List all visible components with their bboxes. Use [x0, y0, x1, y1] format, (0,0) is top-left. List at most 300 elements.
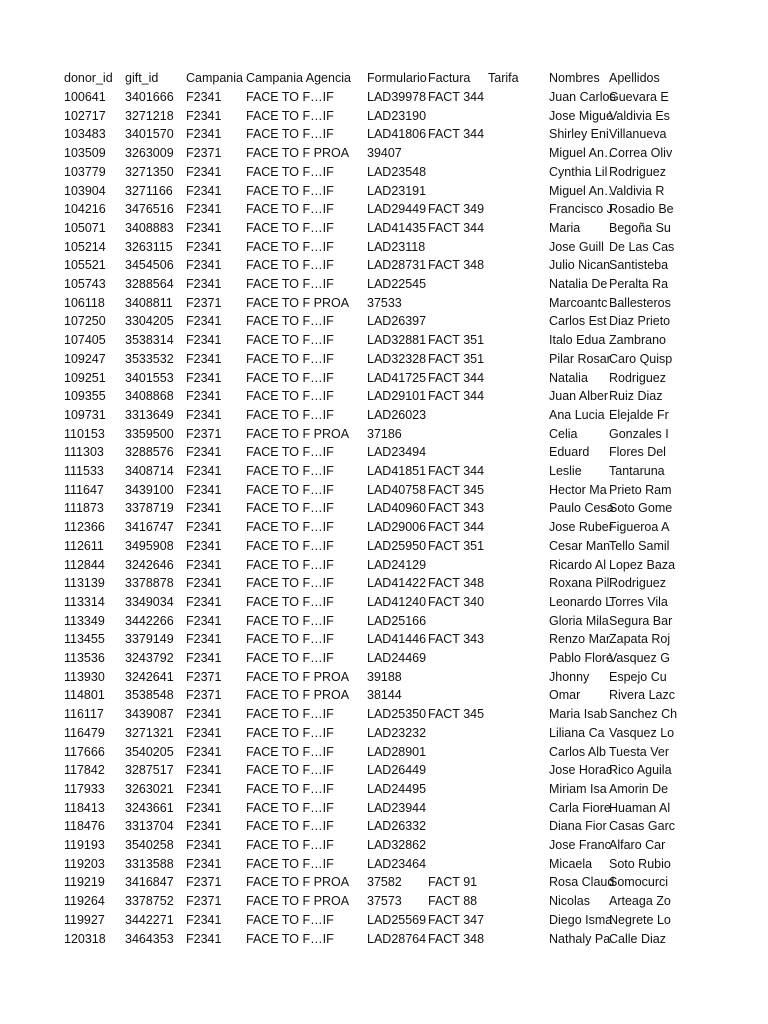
- cell-tarifa: [488, 406, 547, 425]
- cell-tarifa: [488, 163, 547, 182]
- cell-tarifa: [488, 724, 547, 743]
- cell-campania: F2341: [186, 239, 222, 254]
- cell-formulario: LAD32328: [367, 351, 427, 366]
- cell-campania-agencia: FACE TO F…IF: [246, 557, 334, 572]
- cell-formulario: LAD23494: [367, 445, 427, 460]
- cell-formulario: LAD41435: [367, 220, 427, 235]
- cell-campania-agencia: FACE TO F…IF: [246, 351, 334, 366]
- cell-donor-id: 113455: [64, 632, 105, 647]
- cell-nombres: Shirley Eni: [549, 127, 609, 142]
- cell-factura: [428, 275, 487, 294]
- cell-tarifa: [488, 238, 547, 257]
- cell-campania: F2341: [186, 183, 222, 198]
- cell-formulario: LAD29449: [367, 202, 427, 217]
- cell-campania: F2341: [186, 127, 222, 142]
- cell-factura: FACT 344: [428, 520, 485, 535]
- table-row: [0, 200, 768, 219]
- cell-donor-id: 119927: [64, 912, 105, 927]
- cell-campania-agencia: FACE TO F…IF: [246, 239, 334, 254]
- cell-factura: FACT 343: [428, 501, 485, 516]
- cell-formulario: LAD32881: [367, 333, 427, 348]
- cell-formulario: LAD25166: [367, 613, 427, 628]
- cell-donor-id: 105071: [64, 220, 106, 235]
- cell-nombres: Miguel An…: [549, 183, 617, 198]
- cell-campania-agencia: FACE TO F…IF: [246, 632, 334, 647]
- header-row: [0, 69, 768, 88]
- cell-donor-id: 112366: [64, 520, 105, 535]
- cell-campania-agencia: FACE TO F…IF: [246, 613, 334, 628]
- cell-campania-agencia: FACE TO F PROA: [246, 875, 350, 890]
- cell-campania: F2341: [186, 202, 222, 217]
- cell-apellidos: Figueroa A: [609, 520, 670, 535]
- cell-campania: F2341: [186, 594, 222, 609]
- cell-factura: [428, 686, 487, 705]
- cell-gift-id: 3313588: [125, 856, 174, 871]
- cell-gift-id: 3408714: [125, 464, 174, 478]
- cell-tarifa: [488, 294, 547, 313]
- cell-formulario: LAD25350: [367, 707, 427, 722]
- cell-campania: F2341: [186, 557, 222, 572]
- cell-tarifa: [488, 219, 547, 238]
- cell-donor-id: 113349: [64, 613, 105, 628]
- cell-campania-agencia: FACE TO F…IF: [246, 838, 334, 852]
- cell-donor-id: 109731: [64, 407, 106, 422]
- cell-formulario: LAD41806: [367, 127, 427, 142]
- header-campania-agencia: Campania Agencia: [246, 71, 351, 85]
- cell-nombres: Carlos Est: [549, 314, 607, 329]
- cell-formulario: 37533: [367, 295, 402, 310]
- cell-apellidos: Rico Aguila: [609, 763, 672, 778]
- cell-campania-agencia: FACE TO F PROA: [246, 894, 350, 909]
- cell-campania-agencia: FACE TO F…IF: [246, 314, 334, 329]
- cell-gift-id: 3439100: [125, 482, 174, 497]
- cell-formulario: LAD23190: [367, 108, 427, 123]
- cell-nombres: Jose Franc: [549, 838, 611, 852]
- cell-campania-agencia: FACE TO F…IF: [246, 725, 334, 740]
- cell-gift-id: 3416747: [125, 520, 174, 535]
- cell-apellidos: Sanchez Ch: [609, 707, 678, 722]
- cell-donor-id: 113139: [64, 576, 105, 591]
- cell-tarifa: [488, 668, 547, 687]
- table-row: [0, 294, 768, 313]
- cell-campania: F2341: [186, 277, 222, 291]
- cell-tarifa: [488, 612, 547, 631]
- cell-formulario: LAD23548: [367, 164, 427, 179]
- table-row: [0, 911, 768, 930]
- cell-donor-id: 103779: [64, 164, 106, 179]
- cell-campania: F2371: [186, 295, 222, 310]
- cell-tarifa: [488, 350, 547, 369]
- cell-tarifa: [488, 911, 547, 930]
- cell-factura: [428, 425, 487, 444]
- cell-tarifa: [488, 836, 547, 855]
- cell-nombres: Natalia: [549, 370, 588, 385]
- cell-nombres: Leslie: [549, 464, 582, 478]
- cell-tarifa: [488, 930, 547, 949]
- cell-apellidos: Espejo Cu: [609, 669, 667, 684]
- cell-tarifa: [488, 331, 547, 350]
- cell-factura: FACT 344: [428, 389, 485, 404]
- cell-donor-id: 117933: [64, 781, 105, 796]
- cell-formulario: LAD23191: [367, 183, 427, 198]
- table-row: [0, 499, 768, 518]
- table-row: [0, 481, 768, 500]
- cell-gift-id: 3538314: [125, 333, 174, 348]
- cell-campania-agencia: FACE TO F…IF: [246, 258, 334, 273]
- cell-campania-agencia: FACE TO F…IF: [246, 202, 334, 217]
- table-row: [0, 182, 768, 201]
- cell-formulario: LAD41446: [367, 632, 427, 647]
- cell-factura: [428, 107, 487, 126]
- cell-donor-id: 118476: [64, 819, 105, 834]
- cell-formulario: LAD28764: [367, 931, 427, 946]
- table-row: [0, 312, 768, 331]
- cell-nombres: Renzo Mar: [549, 632, 611, 647]
- cell-campania-agencia: FACE TO F…IF: [246, 912, 334, 927]
- cell-donor-id: 103904: [64, 183, 106, 198]
- cell-campania-agencia: FACE TO F…IF: [246, 520, 334, 535]
- cell-donor-id: 109247: [64, 351, 106, 366]
- cell-gift-id: 3416847: [125, 875, 174, 890]
- cell-campania: F2341: [186, 389, 222, 404]
- cell-gift-id: 3263009: [125, 146, 174, 161]
- cell-formulario: LAD24129: [367, 557, 427, 572]
- cell-gift-id: 3242641: [125, 669, 174, 684]
- cell-nombres: Julio Nican: [549, 258, 611, 273]
- cell-formulario: 37573: [367, 894, 402, 909]
- cell-tarifa: [488, 369, 547, 388]
- table-row: [0, 873, 768, 892]
- table-row: [0, 817, 768, 836]
- cell-nombres: Marcoantc: [549, 295, 608, 310]
- cell-donor-id: 119193: [64, 838, 105, 852]
- table-row: [0, 275, 768, 294]
- cell-gift-id: 3243792: [125, 651, 174, 665]
- table-row: [0, 892, 768, 911]
- cell-nombres: Maria: [549, 220, 581, 235]
- cell-factura: [428, 799, 487, 818]
- table-row: [0, 350, 768, 369]
- cell-gift-id: 3495908: [125, 538, 174, 553]
- cell-factura: [428, 836, 487, 855]
- cell-apellidos: Begoña Su: [609, 220, 671, 235]
- cell-factura: [428, 649, 487, 668]
- cell-donor-id: 103483: [64, 127, 106, 142]
- cell-nombres: Carla Fiore: [549, 800, 611, 815]
- header-formulario: Formulario: [367, 71, 427, 85]
- cell-gift-id: 3464353: [125, 931, 174, 946]
- cell-factura: [428, 612, 487, 631]
- cell-factura: FACT 351: [428, 333, 485, 348]
- cell-gift-id: 3401570: [125, 127, 174, 142]
- header-nombres: Nombres: [549, 71, 600, 85]
- cell-gift-id: 3408883: [125, 220, 174, 235]
- cell-campania-agencia: FACE TO F…IF: [246, 594, 334, 609]
- cell-nombres: Liliana Ca: [549, 725, 605, 740]
- cell-formulario: LAD29101: [367, 389, 427, 404]
- cell-campania: F2371: [186, 688, 222, 703]
- cell-gift-id: 3540205: [125, 744, 174, 759]
- cell-donor-id: 116479: [64, 725, 105, 740]
- cell-tarifa: [488, 705, 547, 724]
- cell-nombres: Rosa Claud: [549, 875, 615, 890]
- table-row: [0, 163, 768, 182]
- table-row: [0, 593, 768, 612]
- cell-tarifa: [488, 799, 547, 818]
- cell-campania: F2341: [186, 613, 222, 628]
- cell-formulario: LAD24495: [367, 781, 427, 796]
- cell-formulario: LAD41725: [367, 370, 427, 385]
- cell-campania-agencia: FACE TO F PROA: [246, 669, 350, 684]
- cell-nombres: Jose Migue: [549, 108, 613, 123]
- cell-campania: F2341: [186, 501, 222, 516]
- cell-factura: [428, 668, 487, 687]
- cell-gift-id: 3442271: [125, 912, 174, 927]
- cell-factura: FACT 344: [428, 127, 485, 142]
- cell-gift-id: 3359500: [125, 426, 174, 441]
- cell-donor-id: 111873: [64, 501, 104, 516]
- cell-formulario: LAD26397: [367, 314, 427, 329]
- cell-campania-agencia: FACE TO F…IF: [246, 407, 334, 422]
- cell-donor-id: 109355: [64, 389, 106, 404]
- cell-factura: FACT 344: [428, 370, 485, 385]
- cell-donor-id: 106118: [64, 295, 105, 310]
- cell-apellidos: Zapata Roj: [609, 632, 671, 647]
- cell-donor-id: 103509: [64, 146, 106, 161]
- cell-formulario: LAD29006: [367, 520, 427, 535]
- cell-formulario: LAD23232: [367, 725, 427, 740]
- cell-campania-agencia: FACE TO F…IF: [246, 800, 334, 815]
- cell-apellidos: Rivera Lazc: [609, 688, 675, 703]
- cell-nombres: Francisco J: [549, 202, 613, 217]
- table-row: [0, 930, 768, 949]
- cell-apellidos: Lopez Baza: [609, 557, 676, 572]
- cell-nombres: Jose Horac: [549, 763, 613, 778]
- cell-nombres: Omar: [549, 688, 581, 703]
- table-row: [0, 780, 768, 799]
- table-row: [0, 612, 768, 631]
- cell-campania: F2341: [186, 800, 222, 815]
- cell-apellidos: Valdivia Es: [609, 108, 670, 123]
- cell-formulario: LAD41422: [367, 576, 427, 591]
- cell-factura: FACT 351: [428, 351, 485, 366]
- table-row: [0, 256, 768, 275]
- cell-factura: [428, 163, 487, 182]
- table-row: [0, 462, 768, 481]
- cell-tarifa: [488, 275, 547, 294]
- cell-apellidos: Rodriguez: [609, 576, 666, 591]
- cell-tarifa: [488, 256, 547, 275]
- cell-tarifa: [488, 556, 547, 575]
- cell-formulario: LAD23464: [367, 856, 427, 871]
- cell-campania: F2371: [186, 875, 222, 890]
- cell-gift-id: 3442266: [125, 613, 174, 628]
- cell-nombres: Pablo Flore: [549, 651, 613, 665]
- table-row: [0, 686, 768, 705]
- cell-gift-id: 3533532: [125, 351, 174, 366]
- cell-tarifa: [488, 462, 547, 481]
- cell-donor-id: 119264: [64, 894, 105, 909]
- cell-donor-id: 113314: [64, 594, 105, 609]
- cell-campania: F2341: [186, 333, 222, 348]
- cell-campania-agencia: FACE TO F…IF: [246, 370, 334, 385]
- cell-apellidos: Ballesteros: [609, 295, 671, 310]
- cell-factura: FACT 340: [428, 594, 485, 609]
- cell-factura: FACT 344: [428, 220, 485, 235]
- cell-formulario: LAD41851: [367, 464, 427, 478]
- table-row: [0, 761, 768, 780]
- cell-campania-agencia: FACE TO F…IF: [246, 763, 334, 778]
- cell-campania-agencia: FACE TO F…IF: [246, 931, 334, 946]
- cell-factura: [428, 817, 487, 836]
- table-row: [0, 331, 768, 350]
- cell-gift-id: 3439087: [125, 707, 174, 722]
- cell-apellidos: Casas Garc: [609, 819, 675, 834]
- cell-factura: [428, 855, 487, 874]
- cell-formulario: LAD40758: [367, 482, 427, 497]
- cell-apellidos: Alfaro Car: [609, 838, 666, 852]
- table-row: [0, 125, 768, 144]
- cell-gift-id: 3401553: [125, 370, 174, 385]
- cell-nombres: Gloria Mila: [549, 613, 609, 628]
- cell-nombres: Natalia De: [549, 277, 608, 291]
- cell-donor-id: 111647: [64, 482, 104, 497]
- cell-tarifa: [488, 743, 547, 762]
- cell-gift-id: 3476516: [125, 202, 174, 217]
- cell-nombres: Ana Lucia: [549, 407, 605, 422]
- cell-campania-agencia: FACE TO F PROA: [246, 426, 350, 441]
- cell-campania: F2341: [186, 538, 222, 553]
- cell-factura: FACT 343: [428, 632, 485, 647]
- cell-nombres: Roxana Pil: [549, 576, 610, 591]
- cell-tarifa: [488, 686, 547, 705]
- cell-campania: F2341: [186, 931, 222, 946]
- cell-gift-id: 3288564: [125, 277, 174, 291]
- cell-apellidos: Caro Quisp: [609, 351, 673, 366]
- cell-formulario: LAD40960: [367, 501, 427, 516]
- cell-apellidos: Segura Bar: [609, 613, 673, 628]
- cell-tarifa: [488, 593, 547, 612]
- cell-campania: F2341: [186, 763, 222, 778]
- cell-apellidos: Rosadio Be: [609, 202, 674, 217]
- cell-gift-id: 3271321: [125, 725, 174, 740]
- cell-factura: [428, 743, 487, 762]
- table-row: [0, 425, 768, 444]
- cell-apellidos: Soto Rubio: [609, 856, 671, 871]
- cell-factura: FACT 347: [428, 912, 485, 927]
- cell-apellidos: Torres Vila: [609, 594, 668, 609]
- cell-tarifa: [488, 630, 547, 649]
- table-row: [0, 855, 768, 874]
- cell-formulario: LAD26332: [367, 819, 427, 834]
- cell-apellidos: Huaman Al: [609, 800, 671, 815]
- cell-nombres: Nicolas: [549, 894, 590, 909]
- cell-factura: FACT 344: [428, 464, 485, 478]
- cell-apellidos: Amorin De: [609, 781, 669, 796]
- cell-formulario: 37582: [367, 875, 402, 890]
- cell-apellidos: Zambrano: [609, 333, 666, 348]
- cell-tarifa: [488, 200, 547, 219]
- cell-campania: F2341: [186, 108, 222, 123]
- cell-nombres: Juan Carlos: [549, 90, 616, 104]
- cell-donor-id: 104216: [64, 202, 106, 217]
- cell-formulario: LAD26449: [367, 763, 427, 778]
- cell-apellidos: Diaz Prieto: [609, 314, 671, 329]
- cell-campania: F2341: [186, 351, 222, 366]
- cell-gift-id: 3288576: [125, 445, 174, 460]
- cell-campania: F2371: [186, 669, 222, 684]
- cell-apellidos: Correa Oliv: [609, 146, 673, 161]
- cell-nombres: Carlos Alb: [549, 744, 606, 759]
- cell-apellidos: Flores Del: [609, 445, 666, 460]
- cell-formulario: 37186: [367, 426, 402, 441]
- header-campania: Campania: [186, 71, 243, 85]
- cell-nombres: Micaela: [549, 856, 593, 871]
- cell-formulario: 38144: [367, 688, 402, 703]
- table-row: [0, 144, 768, 163]
- cell-campania-agencia: FACE TO F…IF: [246, 183, 334, 198]
- cell-donor-id: 118413: [64, 800, 105, 815]
- cell-campania: F2341: [186, 651, 222, 665]
- table-row: [0, 799, 768, 818]
- cell-gift-id: 3263021: [125, 781, 174, 796]
- cell-campania: F2341: [186, 370, 222, 385]
- cell-campania-agencia: FACE TO F PROA: [246, 688, 350, 703]
- cell-nombres: Hector Ma: [549, 482, 607, 497]
- cell-formulario: LAD41240: [367, 594, 427, 609]
- cell-tarifa: [488, 387, 547, 406]
- cell-tarifa: [488, 182, 547, 201]
- cell-campania: F2341: [186, 482, 222, 497]
- cell-campania-agencia: FACE TO F…IF: [246, 464, 334, 478]
- cell-factura: FACT 349: [428, 202, 485, 217]
- cell-gift-id: 3313649: [125, 407, 174, 422]
- cell-gift-id: 3454506: [125, 258, 174, 273]
- cell-factura: FACT 351: [428, 538, 485, 553]
- cell-apellidos: Vasquez G: [609, 651, 670, 665]
- cell-factura: FACT 88: [428, 894, 478, 909]
- cell-tarifa: [488, 873, 547, 892]
- cell-nombres: Eduard: [549, 445, 590, 460]
- cell-gift-id: 3540258: [125, 838, 174, 852]
- cell-apellidos: Rodriguez: [609, 164, 666, 179]
- cell-formulario: LAD32862: [367, 838, 427, 852]
- cell-factura: [428, 238, 487, 257]
- cell-apellidos: De Las Cas: [609, 239, 675, 254]
- cell-campania: F2341: [186, 856, 222, 871]
- cell-donor-id: 119203: [64, 856, 105, 871]
- cell-tarifa: [488, 125, 547, 144]
- header-tarifa: Tarifa: [488, 71, 519, 85]
- cell-campania-agencia: FACE TO F…IF: [246, 164, 334, 179]
- table-row: [0, 537, 768, 556]
- cell-campania: F2341: [186, 445, 222, 460]
- cell-factura: FACT 344: [428, 90, 485, 104]
- cell-gift-id: 3313704: [125, 819, 174, 834]
- header-factura: Factura: [428, 71, 471, 85]
- cell-campania-agencia: FACE TO F…IF: [246, 781, 334, 796]
- cell-apellidos: Calle Diaz: [609, 931, 666, 946]
- cell-gift-id: 3379149: [125, 632, 174, 647]
- table-row: [0, 649, 768, 668]
- cell-apellidos: Prieto Ram: [609, 482, 672, 497]
- cell-tarifa: [488, 537, 547, 556]
- cell-nombres: Leonardo L: [549, 594, 613, 609]
- cell-donor-id: 105214: [64, 239, 106, 254]
- cell-nombres: Juan Alber: [549, 389, 609, 404]
- table-row: [0, 107, 768, 126]
- cell-campania: F2341: [186, 838, 222, 852]
